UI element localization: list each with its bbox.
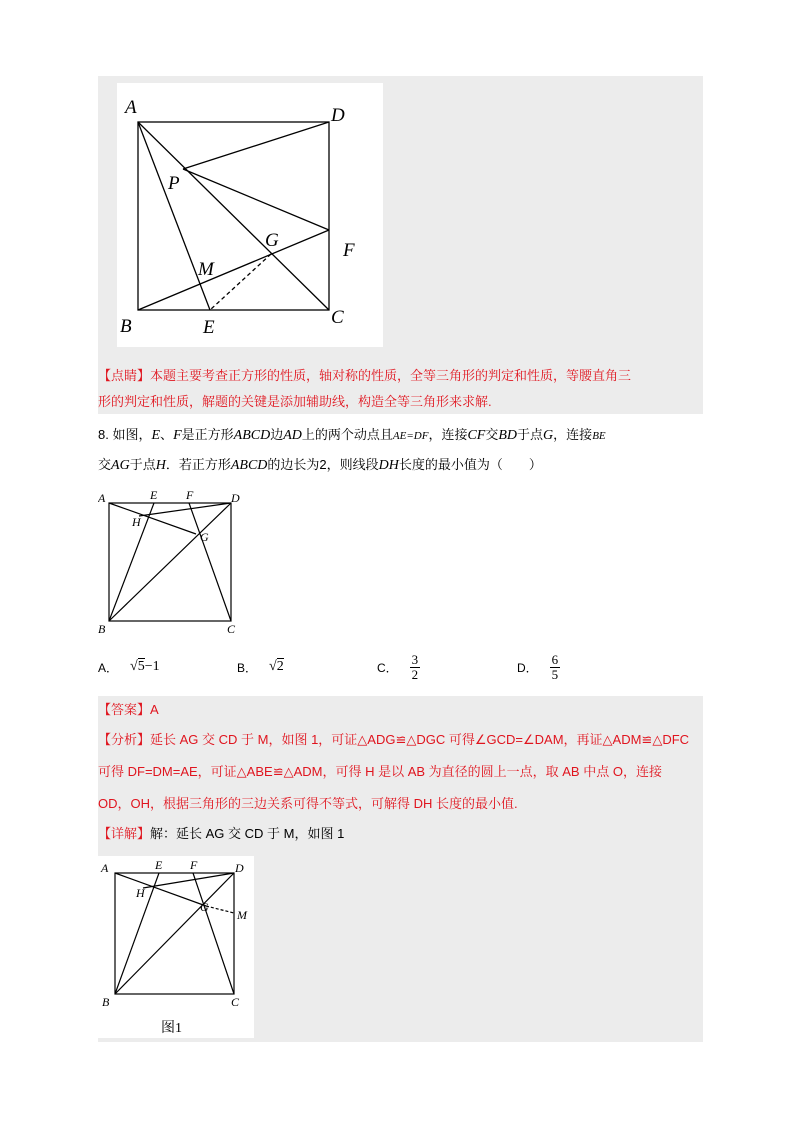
figure-square-apdcfgme [117,83,383,347]
math-f: F [173,428,182,443]
option-b-radicand: 2 [276,659,284,674]
label-p: P [168,173,180,194]
option-d[interactable] [517,652,560,682]
problem-text: ．若正方形 [165,457,231,472]
segment-bd [109,503,231,621]
math-e: E [151,428,161,443]
segment-cf [189,503,231,621]
label-b: B [102,995,110,1009]
figure-caption: 图1 [161,1021,182,1036]
problem-text: 边 [270,427,284,442]
label-h: H [136,886,145,900]
label-b: B [120,316,132,337]
analysis-text-3: OD，OH，根据三角形的三边关系可得不等式，可解得 DH 长度的最小值. [98,796,518,811]
label-a: A [125,97,137,118]
dianjing-line-1 [98,366,631,386]
math-side-length: 2 [319,457,327,472]
label-e: E [203,317,215,338]
option-b-value: √2 [269,659,284,674]
option-d-label: D． [517,660,538,675]
problem-text: 如图， [112,427,152,442]
analysis-tag: 【分析】 [98,732,151,747]
segment-ge-dashed [210,254,271,310]
problem-text: 交 [98,457,112,472]
label-e: E [155,858,163,872]
segment-pf [183,169,329,230]
option-b[interactable] [237,652,284,682]
math-ad: AD [283,428,302,443]
analysis-text-1: 延长 AG 交 CD 于 M，如图 1，可证△ADG≌△DGC 可得∠GCD=∠DAM，再证△ADM≌△DFC [150,732,690,747]
problem-8-line-2 [98,455,542,476]
option-a-radicand: 5 [137,659,145,674]
option-d-denominator: 5 [551,666,559,682]
segment-ag [115,873,206,906]
option-d-numerator: 6 [551,651,559,667]
segment-ae [138,122,210,310]
figure-square-abcdefgh [98,486,248,636]
label-b: B [98,622,106,636]
problem-text: 是正方形 [181,427,234,442]
label-f: F [343,240,355,261]
label-d: D [331,105,345,126]
problem-text: 、 [160,427,174,442]
label-c: C [331,307,344,328]
option-c-denominator: 2 [411,666,419,682]
problem-text: 的边长为 [267,457,320,472]
analysis-line-1 [98,730,689,750]
label-m: M [237,908,247,922]
segment-pd [183,122,329,169]
option-c-numerator: 3 [411,651,419,667]
dianjing-tag: 【点睛】 [98,368,151,383]
problem-text: 长度的最小值为（ ） [398,457,542,472]
label-a: A [101,861,109,875]
detail-text: 解：延长 AG 交 CD 于 M，如图 1 [150,826,345,841]
option-d-fraction [550,653,561,682]
option-c-label: C． [377,660,398,675]
math-h: H [155,458,166,473]
math-g: G [543,428,554,443]
option-c[interactable] [377,652,420,682]
option-c-fraction [410,653,421,682]
label-d: D [235,861,244,875]
label-h: H [132,515,141,529]
answer-value: A [150,702,159,717]
math-ag: AG [111,458,130,473]
answer-line [98,700,159,720]
problem-text: ，连接 [553,427,593,442]
option-a[interactable] [98,652,160,682]
detail-line [98,824,344,844]
problem-text: 于点 [129,457,156,472]
option-b-label: B． [237,660,258,675]
answer-tag: 【答案】 [98,702,151,717]
label-c: C [227,622,236,636]
math-condition: AE=DF [392,430,429,442]
segment-ac [138,122,329,310]
option-a-value: √5−1 [130,659,160,674]
analysis-text-2: 可得 DF=DM=AE，可证△ABE≌△ADM，可得 H 是以 AB 为直径的圆上一点，取 AB 中点 O，连接 [98,764,662,779]
analysis-line-2 [98,762,662,782]
dianjing-line-2 [98,392,492,412]
label-f: F [186,488,194,502]
label-g: G [265,230,279,251]
segment-bd [115,873,234,994]
label-e: E [150,488,158,502]
math-abcd: ABCD [233,428,271,443]
math-dh: DH [378,458,399,473]
problem-text: ，连接 [428,427,468,442]
problem-number: 8. [98,427,109,442]
detail-tag: 【详解】 [98,826,151,841]
problem-text: 上的两个动点且 [301,427,393,442]
segment-gm-dashed [206,906,234,913]
label-d: D [231,491,240,505]
problem-text: 于点 [517,427,544,442]
label-g: G [200,900,209,914]
option-a-label: A． [98,660,119,675]
label-c: C [231,995,240,1009]
segment-cf [193,873,234,994]
segment-bf [138,230,329,310]
problem-text: ，则线段 [326,457,379,472]
math-abcd: ABCD [230,458,268,473]
math-cf: CF [467,428,486,443]
math-be: BE [592,430,606,442]
label-f: F [190,858,198,872]
math-bd: BD [498,428,518,443]
label-a: A [98,491,106,505]
dianjing-text-1: 本题主要考查正方形的性质，轴对称的性质，全等三角形的判定和性质，等腰直角三 [150,368,632,383]
option-a-suffix: −1 [144,659,160,674]
label-m: M [198,259,214,280]
figure-1-extended [98,856,254,1038]
problem-text: 交 [485,427,499,442]
analysis-line-3 [98,794,518,814]
dianjing-text-2: 形的判定和性质，解题的关键是添加辅助线，构造全等三角形来求解. [98,394,492,409]
label-g: G [200,530,209,544]
problem-8-line-1 [98,425,606,446]
